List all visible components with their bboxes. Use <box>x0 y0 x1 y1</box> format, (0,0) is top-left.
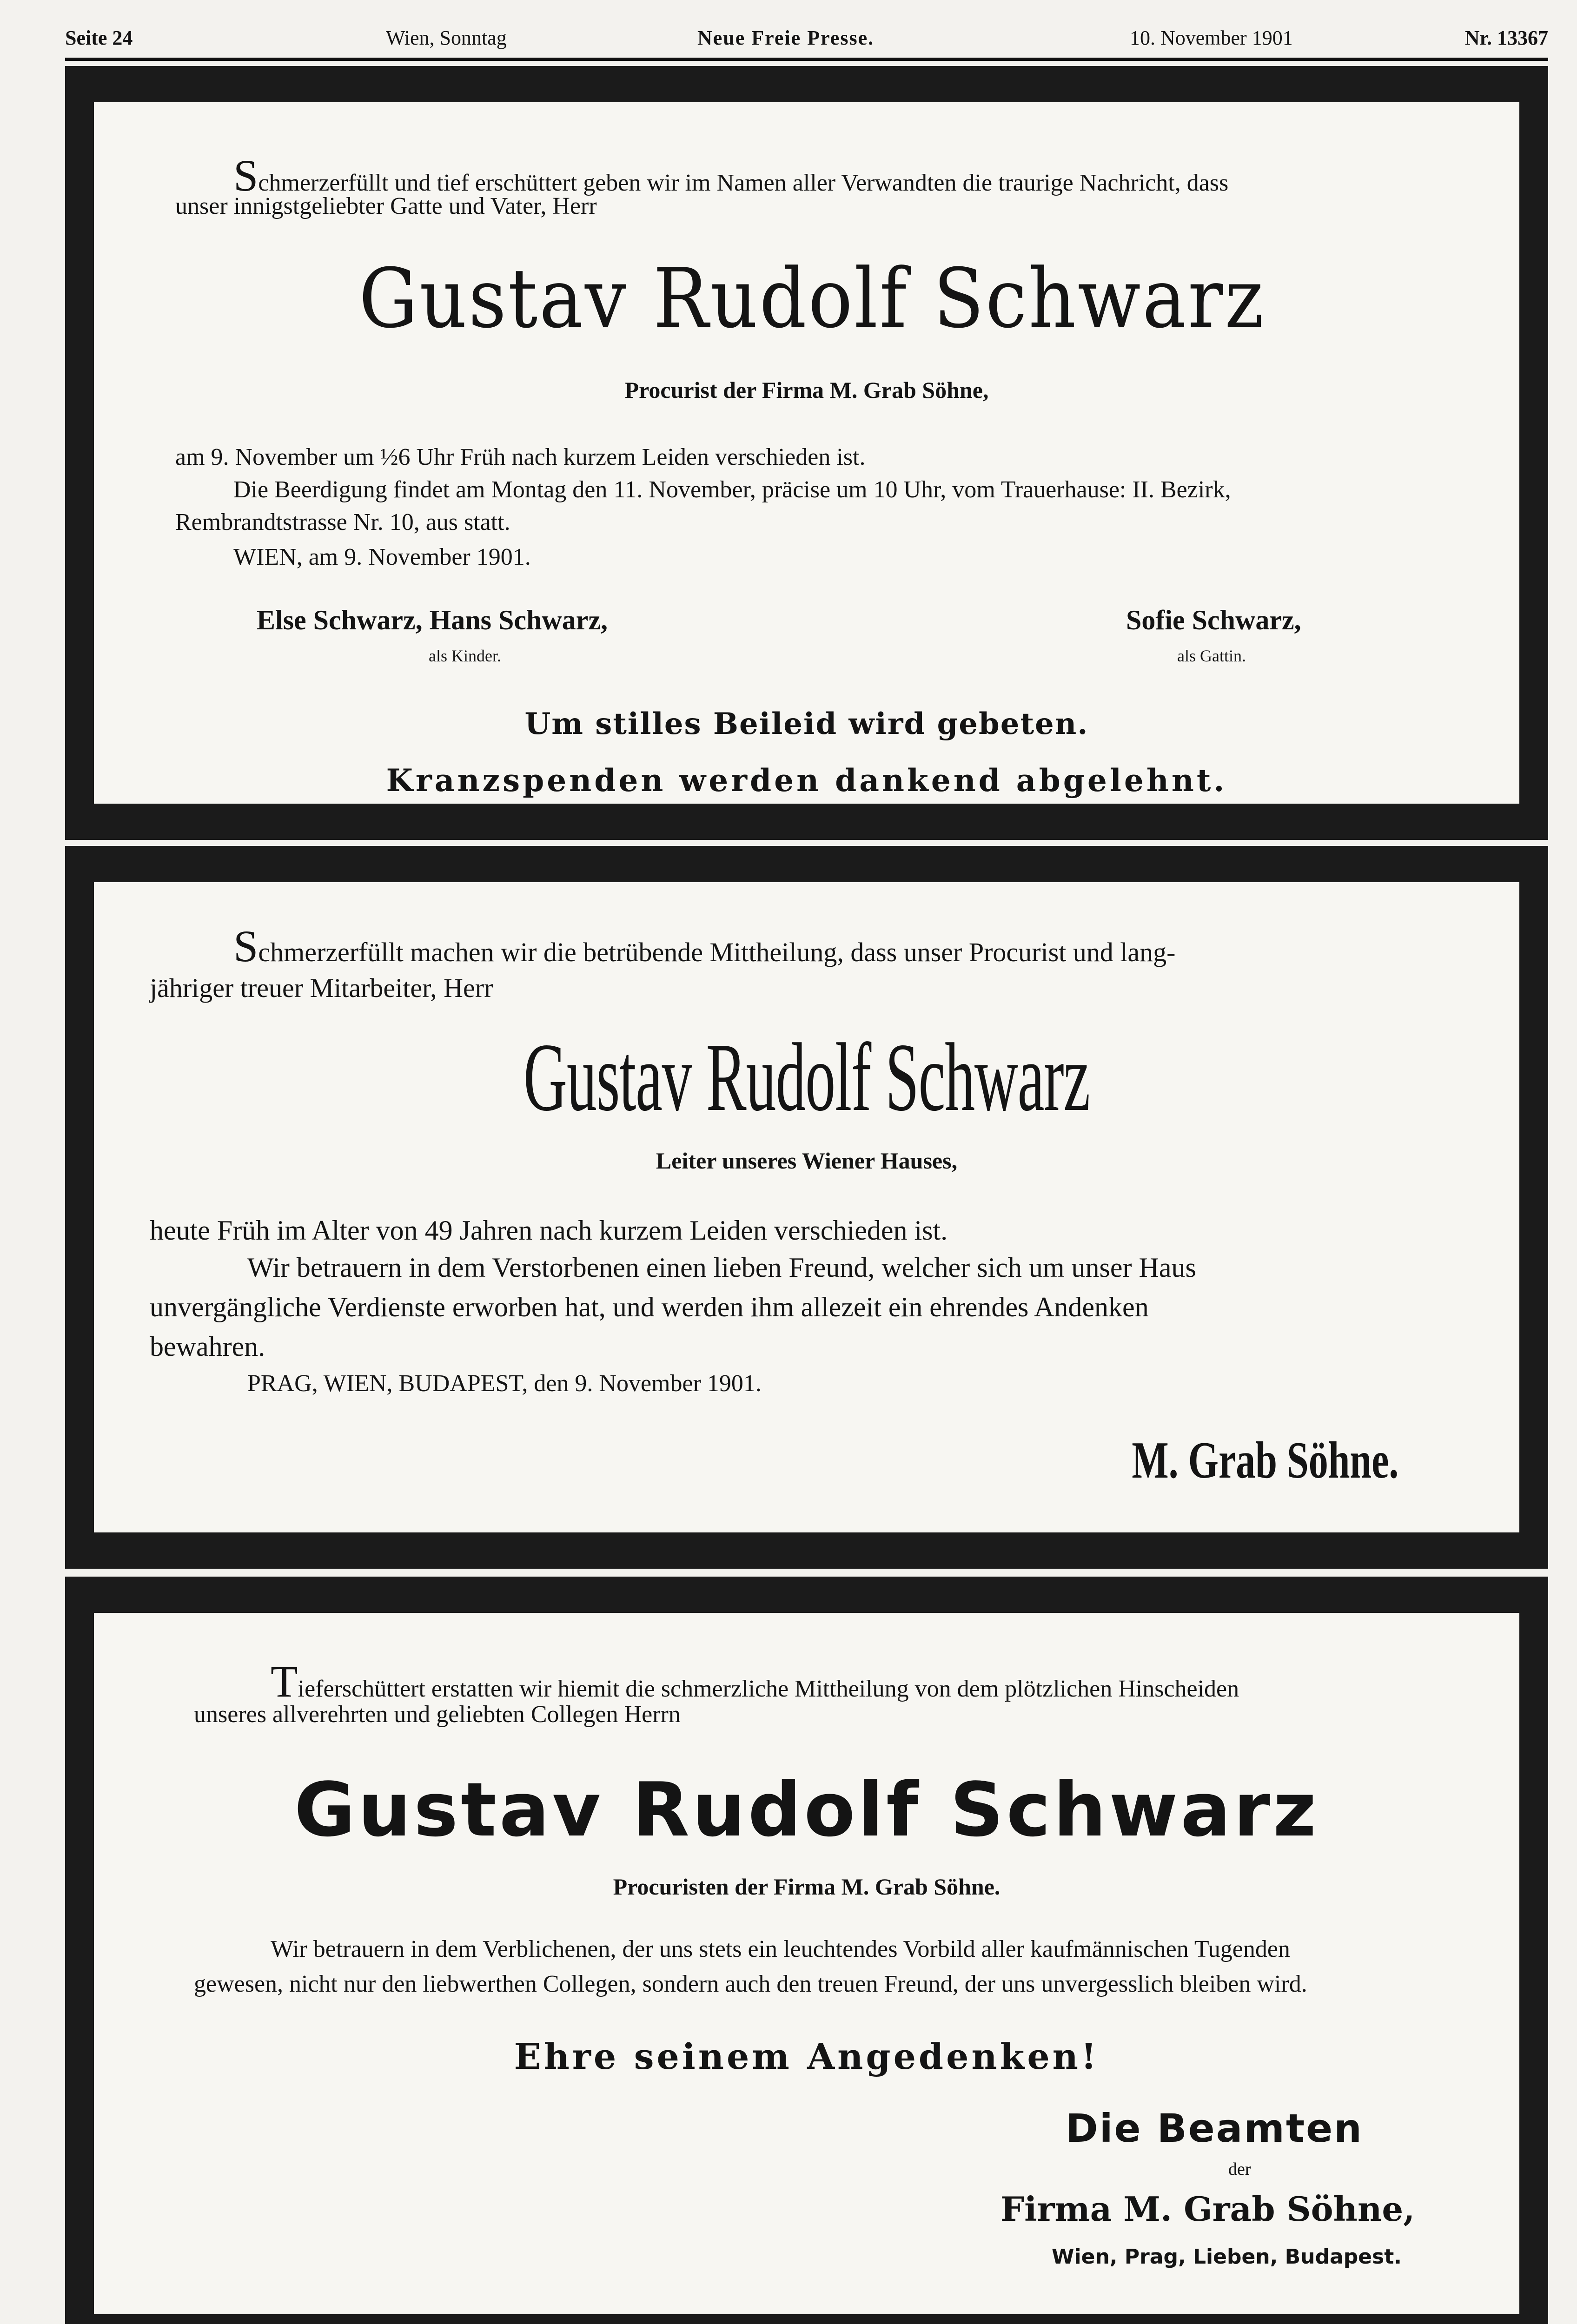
initial-letter: S <box>233 151 258 200</box>
tribute-line-2: unvergängliche Verdienste erworben hat, und werden ihm allezeit ein ehrendes Andenken <box>150 1292 1149 1322</box>
place-date: WIEN, am 9. November 1901. <box>233 544 531 570</box>
tribute-line-1: Wir betrauern in dem Verblichenen, der uns stets ein leuchtendes Vorbild aller kaufmännischen Tugenden <box>271 1936 1290 1962</box>
page-number: Seite 24 <box>65 26 133 49</box>
obituary-notice-company <box>65 846 1548 1569</box>
tribute-line-2: gewesen, nicht nur den liebwerthen Collegen, sondern auch den treuen Freund, der uns unvergesslich bleiben wird. <box>194 1971 1307 1997</box>
signer-connector: der <box>1228 2159 1251 2179</box>
signer-staff: Die Beamten <box>1066 2106 1363 2151</box>
intro-line-2: jähriger treuer Mitarbeiter, Herr <box>150 973 493 1003</box>
condolence-request: Um stilles Beileid wird gebeten. <box>524 706 1089 741</box>
deceased-name: Gustav Rudolf Schwarz <box>359 251 1266 346</box>
newspaper-title: Neue Freie Presse. <box>697 26 875 49</box>
issue-number: Nr. 13367 <box>1464 26 1548 49</box>
wreath-note: Kranzspenden werden dankend abgelehnt. <box>386 762 1227 799</box>
death-line: heute Früh im Alter von 49 Jahren nach kurzem Leiden verschieden ist. <box>150 1215 948 1246</box>
intro-line-1: Schmerzerfüllt machen wir die betrübende Mittheilung, dass unser Procurist und lang- <box>233 921 1176 971</box>
signer-wife: Sofie Schwarz, <box>1126 605 1301 635</box>
obituary-notice-family <box>65 66 1548 840</box>
issue-date: 10. November 1901 <box>1130 26 1293 49</box>
death-line: am 9. November um ½6 Uhr Früh nach kurzem Leiden verschieden ist. <box>175 444 866 470</box>
deceased-name: Gustav Rudolf Schwarz <box>294 1766 1319 1853</box>
deceased-title: Procuristen der Firma M. Grab Söhne. <box>613 1874 1001 1900</box>
place-day: Wien, Sonntag <box>386 26 507 49</box>
tribute-line-3: bewahren. <box>150 1331 265 1362</box>
signer-children-role: als Kinder. <box>429 647 501 665</box>
intro-line-2: unseres allverehrten und geliebten Collegen Herrn <box>194 1701 681 1728</box>
signer-firm: Firma M. Grab Söhne, <box>1001 2189 1415 2229</box>
signer-places: Wien, Prag, Lieben, Budapest. <box>1052 2245 1402 2269</box>
masthead <box>65 20 1548 61</box>
signer-wife-role: als Gattin. <box>1177 647 1246 665</box>
address-line: Rembrandtstrasse Nr. 10, aus statt. <box>175 509 510 535</box>
initial-letter: S <box>233 921 258 971</box>
deceased-title: Procurist der Firma M. Grab Söhne, <box>624 377 989 403</box>
initial-letter: T <box>271 1657 298 1706</box>
place-date: PRAG, WIEN, BUDAPEST, den 9. November 1901. <box>247 1370 762 1397</box>
deceased-name: Gustav Rudolf Schwarz <box>523 1023 1090 1131</box>
funeral-line: Die Beerdigung findet am Montag den 11. November, präcise um 10 Uhr, vom Trauerhause: II. Bezirk, <box>233 476 1231 503</box>
deceased-title: Leiter unseres Wiener Hauses, <box>656 1148 958 1174</box>
intro-line-1: Tieferschüttert erstatten wir hiemit die schmerzliche Mittheilung von dem plötzlichen Hinscheiden <box>271 1657 1239 1706</box>
notice-body <box>94 882 1519 1532</box>
motto: Ehre seinem Angedenken! <box>514 2036 1100 2077</box>
obituary-notice-staff <box>65 1577 1548 2324</box>
signer-children: Else Schwarz, Hans Schwarz, <box>257 605 608 635</box>
notice-body <box>94 102 1519 804</box>
notice-body <box>94 1613 1519 2314</box>
intro-line-2: unser innigstgeliebter Gatte und Vater, Herr <box>175 193 597 219</box>
signer-firm: M. Grab Söhne. <box>1131 1432 1398 1489</box>
tribute-line-1: Wir betrauern in dem Verstorbenen einen lieben Freund, welcher sich um unser Haus <box>247 1252 1196 1283</box>
intro-line-1: Schmerzerfüllt und tief erschüttert geben wir im Namen aller Verwandten die traurige Nachricht, dass <box>233 151 1229 200</box>
